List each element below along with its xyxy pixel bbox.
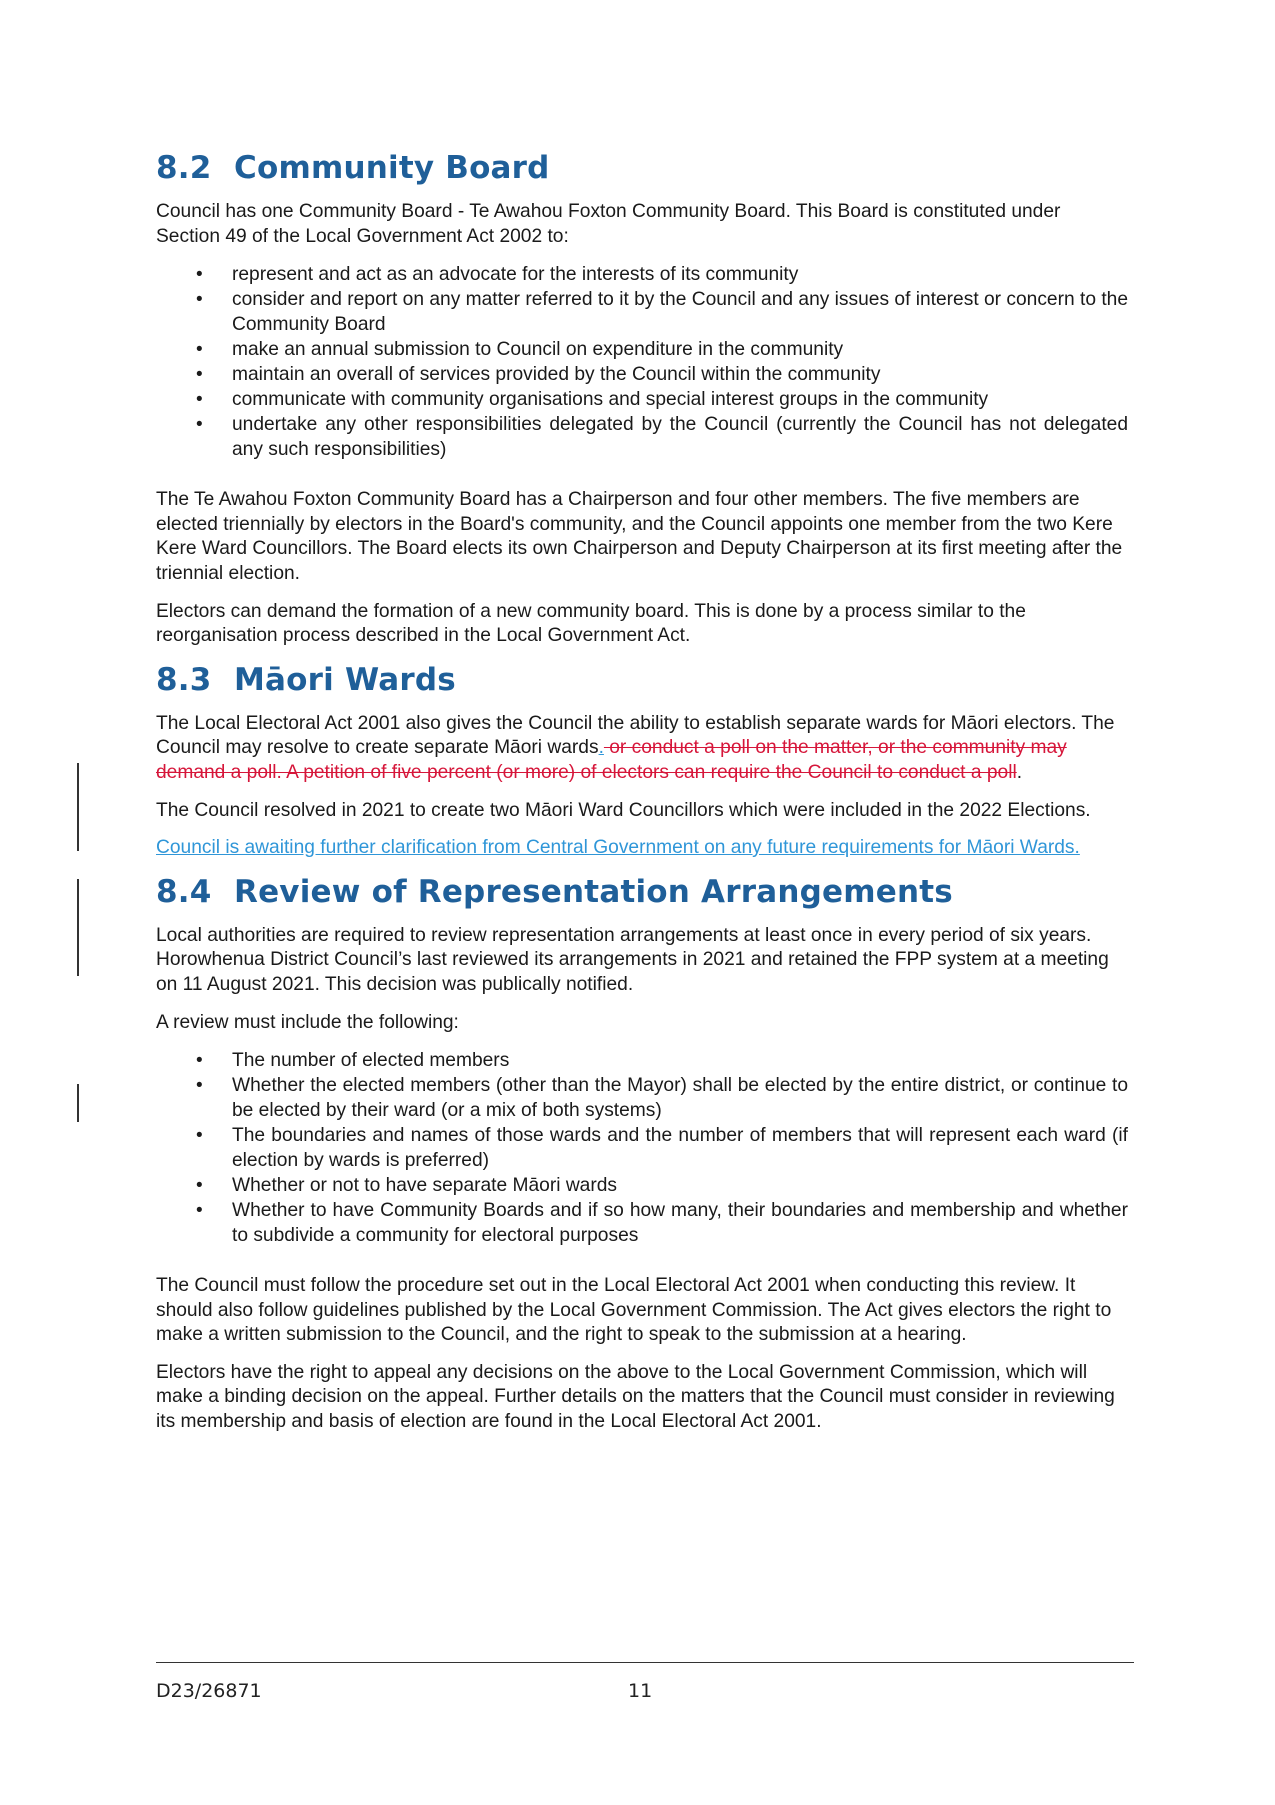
change-bar bbox=[77, 763, 79, 851]
section-title: Māori Wards bbox=[234, 661, 456, 698]
section-heading-8-4 bbox=[156, 874, 1128, 910]
list-item: • maintain an overall of services provided by the Council within the community bbox=[156, 362, 1128, 387]
change-bar bbox=[77, 1084, 79, 1122]
list-item: • consider and report on any matter referred to it by the Council and any issues of interest or concern to the Community Board bbox=[156, 287, 1128, 337]
section-number: 8.2 bbox=[156, 150, 212, 186]
inserted-paragraph: Council is awaiting further clarification from Central Government on any future requirements for Māori Wards. bbox=[156, 837, 1080, 859]
section-title: Review of Representation Arrangements bbox=[234, 873, 953, 910]
section-number: 8.3 bbox=[156, 661, 212, 698]
section-heading-8-3 bbox=[156, 662, 1128, 698]
bullet-list bbox=[156, 1048, 1128, 1248]
page-number: 11 bbox=[628, 1680, 653, 1702]
list-item: • Whether the elected members (other than the Mayor) shall be elected by the entire district, or continue to be elected by their ward (or a mix of both systems) bbox=[156, 1073, 1128, 1123]
paragraph: The Te Awahou Foxton Community Board has a Chairperson and four other members. The five members are elected triennially by electors in the Board's community, and the Council appoints one member from the two Kere Kere Ward Councillors. The Board elects its own Chairperson and Deputy Chairperson at its first meeting after the triennial election. bbox=[156, 489, 1123, 584]
deleted-text: or conduct a poll on the matter, or the community may demand a poll. A petition of five percent (or more) of electors can require the Council to conduct a poll bbox=[156, 737, 1067, 783]
text-run: . bbox=[1016, 761, 1023, 783]
list-item: • The boundaries and names of those wards and the number of members that will represent each ward (if election by wards is preferred) bbox=[156, 1123, 1128, 1173]
list-item: • represent and act as an advocate for the interests of its community bbox=[156, 262, 1128, 287]
paragraph-tracked-changes bbox=[156, 712, 1128, 786]
paragraph: Local authorities are required to review representation arrangements at least once in every period of six years. Horowhenua District Council’s last reviewed its arrangements in 2021 and retained the FPP system at a meeting on 11 August 2021. This decision was publically notified. bbox=[156, 924, 1109, 995]
paragraph: Electors have the right to appeal any decisions on the above to the Local Government Commission, which will make a binding decision on the appeal. Further details on the matters that the Council must consider in reviewing its membership and basis of election are found in the Local Electoral Act 2001. bbox=[156, 1361, 1115, 1433]
section-heading-8-2 bbox=[156, 150, 1128, 186]
list-item: • Whether or not to have separate Māori wards bbox=[156, 1173, 1128, 1198]
paragraph: The Council must follow the procedure set out in the Local Electoral Act 2001 when conducting this review. It should also follow guidelines published by the Local Government Commission. The Act gives electors the right to make a written submission to the Council, and the right to speak to the submission at a hearing. bbox=[156, 1275, 1112, 1346]
bullet-list bbox=[156, 262, 1128, 462]
paragraph: Council has one Community Board - Te Awahou Foxton Community Board. This Board is constituted under Section 49 of the Local Government Act 2002 to: bbox=[156, 201, 1061, 247]
document-page bbox=[156, 150, 1128, 1448]
paragraph: Electors can demand the formation of a new community board. This is done by a process similar to the reorganisation process described in the Local Government Act. bbox=[156, 600, 1026, 647]
section-number: 8.4 bbox=[156, 873, 212, 910]
paragraph: A review must include the following: bbox=[156, 1011, 459, 1033]
document-reference: D23/26871 bbox=[156, 1680, 262, 1702]
section-title: Community Board bbox=[234, 150, 550, 186]
footer-divider bbox=[156, 1662, 1134, 1663]
inserted-text: . bbox=[598, 737, 604, 759]
paragraph: The Council resolved in 2021 to create two Māori Ward Councillors which were included in the 2022 Elections. bbox=[156, 799, 1091, 821]
change-bar bbox=[77, 879, 79, 976]
list-item: • communicate with community organisations and special interest groups in the community bbox=[156, 387, 1128, 412]
list-item: • make an annual submission to Council on expenditure in the community bbox=[156, 337, 1128, 362]
list-item: • undertake any other responsibilities delegated by the Council (currently the Council has not delegated any such responsibilities) bbox=[156, 412, 1128, 462]
list-item: • Whether to have Community Boards and if so how many, their boundaries and membership and whether to subdivide a community for electoral purposes bbox=[156, 1198, 1128, 1248]
list-item: • The number of elected members bbox=[156, 1048, 1128, 1073]
text-run: The Local Electoral Act 2001 also gives the Council the ability to establish separate wards for Māori electors. The Council may resolve to create separate Māori wards bbox=[156, 712, 1115, 759]
